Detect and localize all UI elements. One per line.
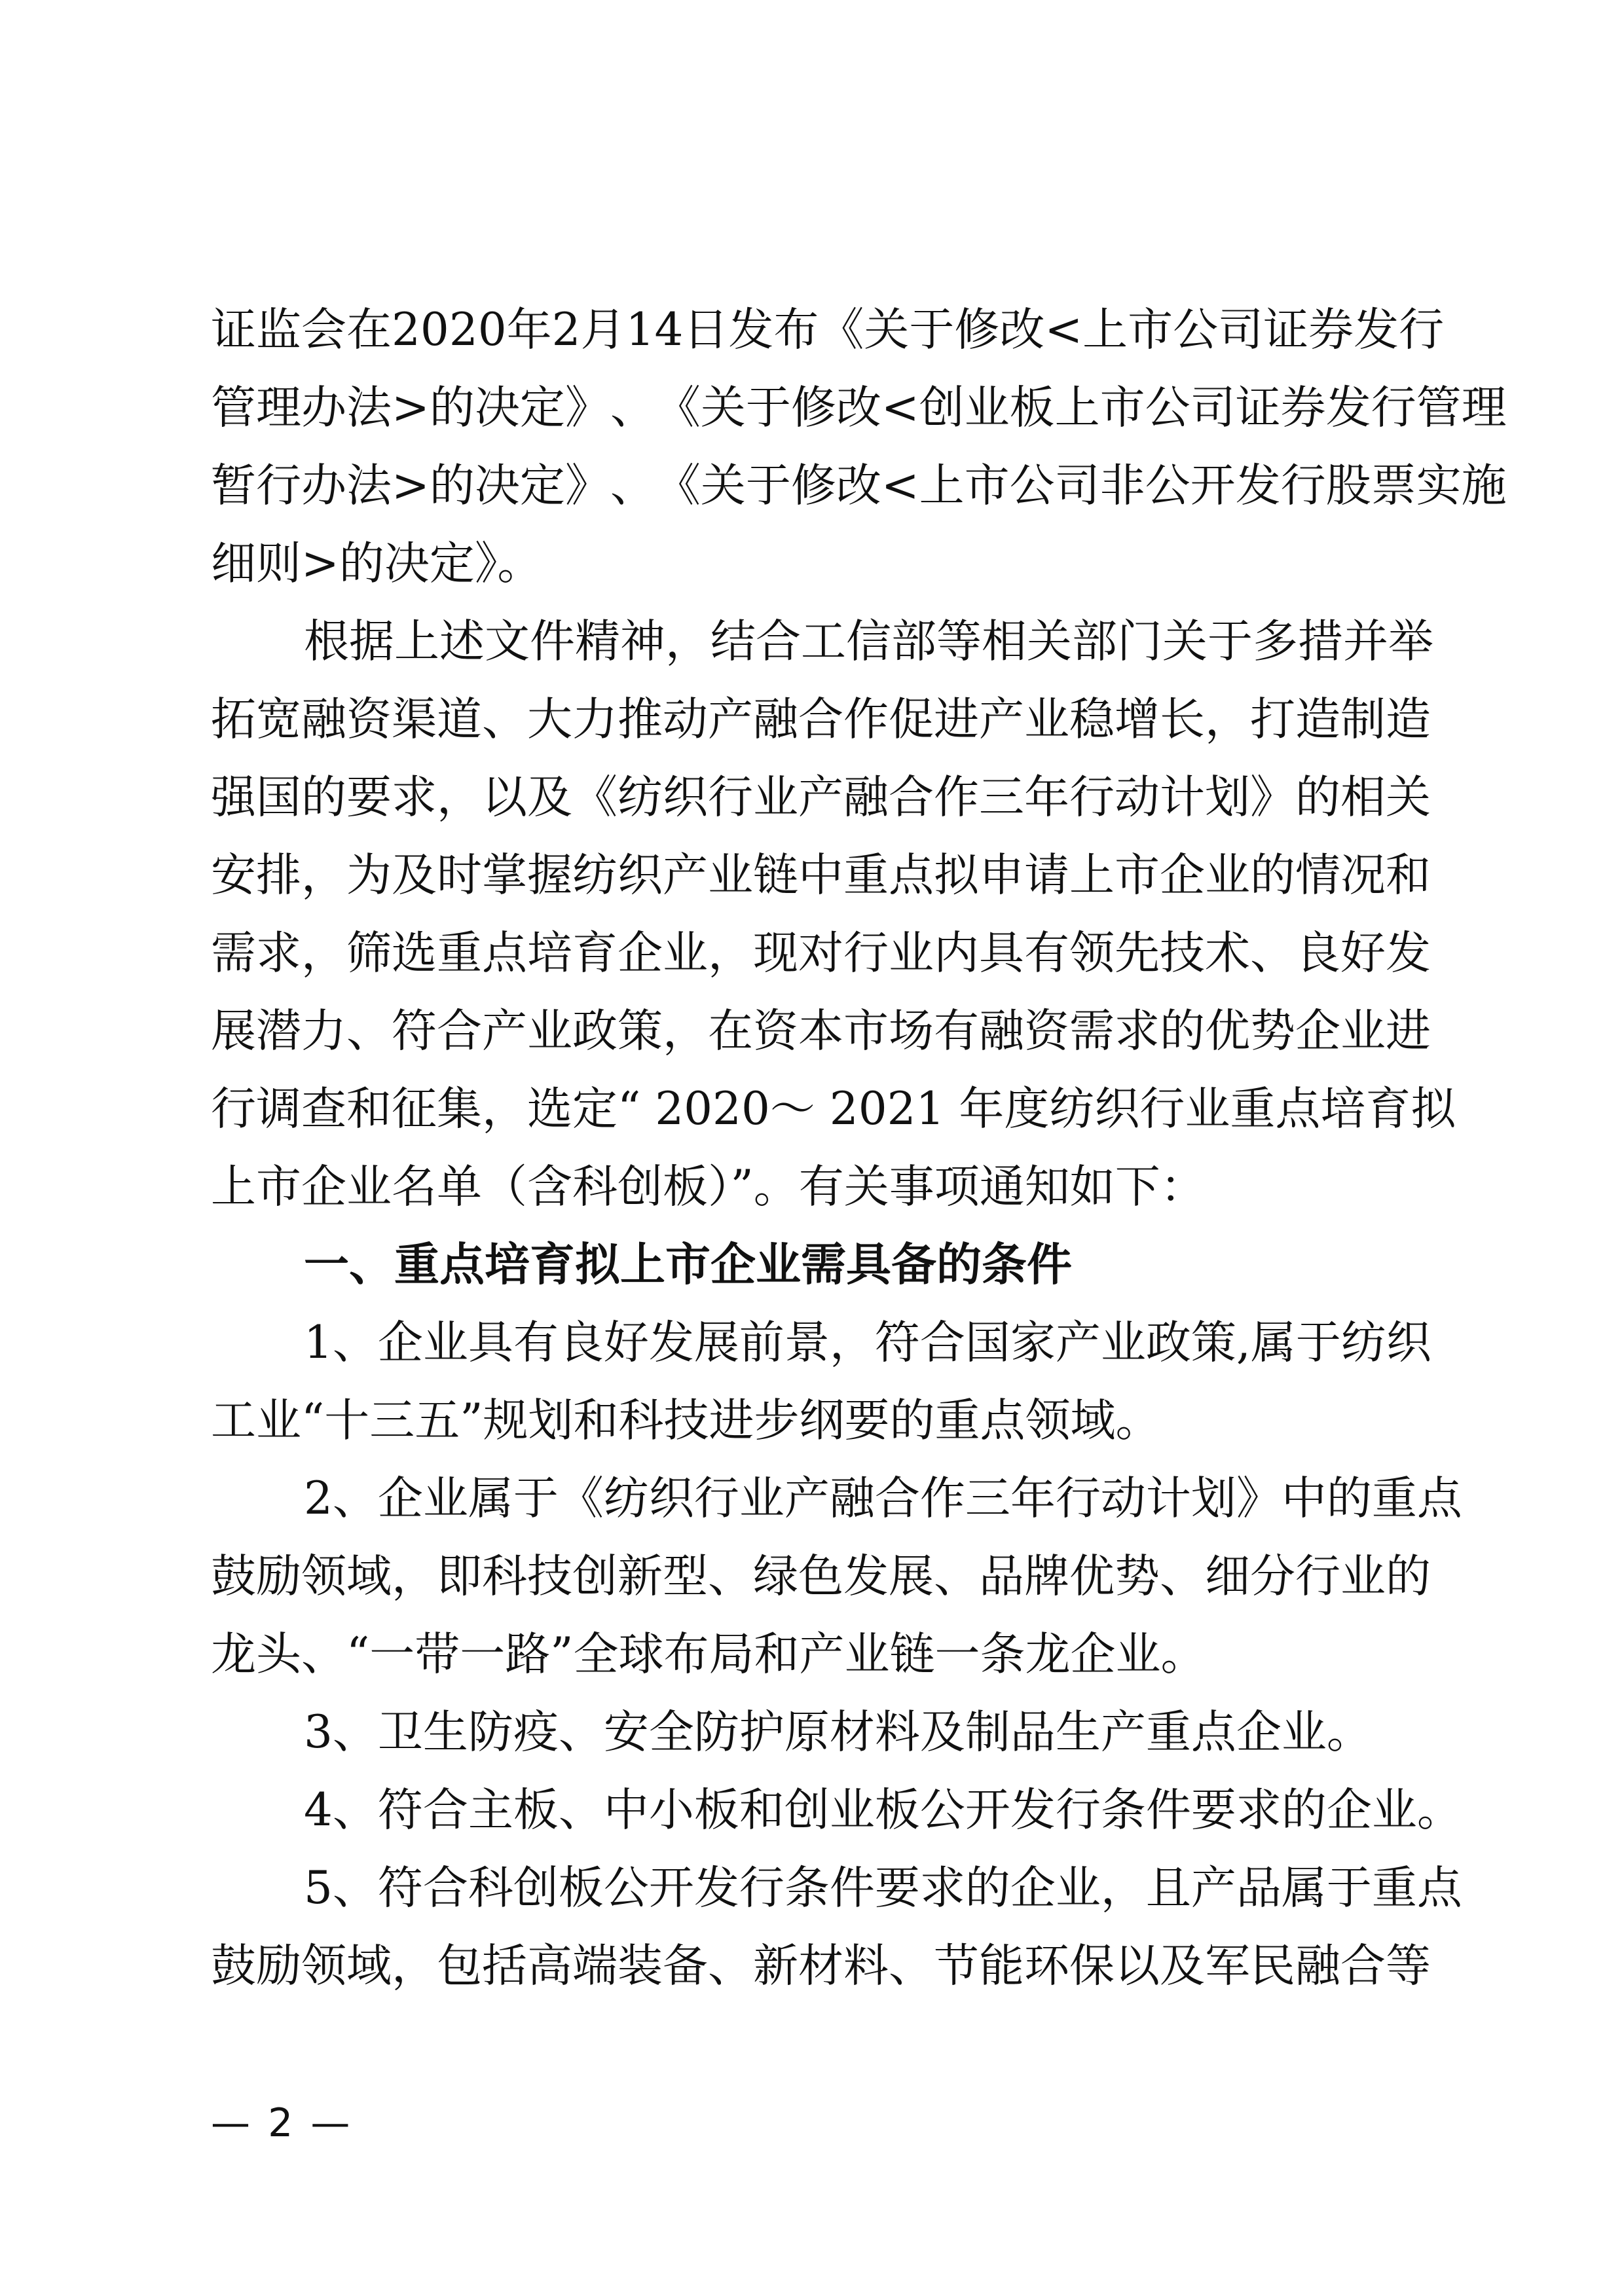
text-line: 暂 行 办 法 > 的 决 定 》 、 《 关 于 修 改 < 上 市 公 司 非 公 开 发 行 股 票 实 施 (211, 460, 1507, 512)
text-line: 鼓 励 领 域 ， 即 科 技 创 新 型 、 绿 色 发 展 、 品 牌 优 势 、 细 分 行 业 的 (211, 1550, 1431, 1603)
text-line: 证 监 会 在 2 0 2 0 年 2 月 1 4 日 发 布 《 关 于 修 改 < 上 市 公 司 证 券 发 行 (211, 304, 1445, 356)
text-line: 2 、 企 业 属 于 《 纺 织 行 业 产 融 合 作 三 年 行 动 计 划 》 中 的 重 点 (304, 1472, 1462, 1525)
text-line: 根 据 上 述 文 件 精 神 ， 结 合 工 信 部 等 相 关 部 门 关 于 多 措 并 举 (304, 615, 1433, 668)
text-line: 拓 宽 融 资 渠 道 、 大 力 推 动 产 融 合 作 促 进 产 业 稳 增 长 ， 打 造 制 造 (211, 693, 1431, 746)
text-line: 上市企业名单（含科创板）”。有关事项通知如下： (211, 1161, 1206, 1213)
text-line: 管 理 办 法 > 的 决 定 》 、 《 关 于 修 改 < 创 业 板 上 市 公 司 证 券 发 行 管 理 (211, 382, 1507, 434)
text-line: 细则>的决定》。 (211, 538, 543, 590)
document-body (211, 291, 1507, 2005)
text-line: 行 调 查 和 征 集 ， 选 定 “ 2 0 2 0 ～ 2 0 2 1 年 度 纺 织 行 业 重 点 培 育 拟 (211, 1083, 1456, 1135)
text-line: 展 潜 力 、 符 合 产 业 政 策 ， 在 资 本 市 场 有 融 资 需 求 的 优 势 企 业 进 (211, 1005, 1431, 1057)
text-line: 5 、 符 合 科 创 板 公 开 发 行 条 件 要 求 的 企 业 ， 且 产 品 属 于 重 点 (304, 1862, 1462, 1914)
text-line: 龙头、“一带一路”全球布局和产业链一条龙企业。 (211, 1628, 1206, 1681)
text-line: 鼓 励 领 域 ， 包 括 高 端 装 备 、 新 材 料 、 节 能 环 保 以 及 军 民 融 合 等 (211, 1940, 1431, 1992)
text-line: 强 国 的 要 求 ， 以 及 《 纺 织 行 业 产 融 合 作 三 年 行 动 计 划 》 的 相 关 (211, 771, 1431, 824)
text-line: 1 、 企 业 具 有 良 好 发 展 前 景 ， 符 合 国 家 产 业 政 策 , 属 于 纺 织 (304, 1317, 1431, 1369)
text-line: 一、重点培育拟上市企业需具备的条件 (304, 1239, 1072, 1291)
text-line: 安 排 ， 为 及 时 掌 握 纺 织 产 业 链 中 重 点 拟 申 请 上 市 企 业 的 情 况 和 (211, 849, 1431, 902)
text-line: 4、符合主板、中小板和创业板公开发行条件要求的企业。 (304, 1784, 1462, 1836)
text-line: 工业“十三五”规划和科技进步纲要的重点领域。 (211, 1394, 1161, 1447)
text-line: 需 求 ， 筛 选 重 点 培 育 企 业 ， 现 对 行 业 内 具 有 领 先 技 术 、 良 好 发 (211, 927, 1431, 979)
page-number: — 2 — (211, 2100, 353, 2146)
text-line: 3、卫生防疫、安全防护原材料及制品生产重点企业。 (304, 1706, 1372, 1758)
